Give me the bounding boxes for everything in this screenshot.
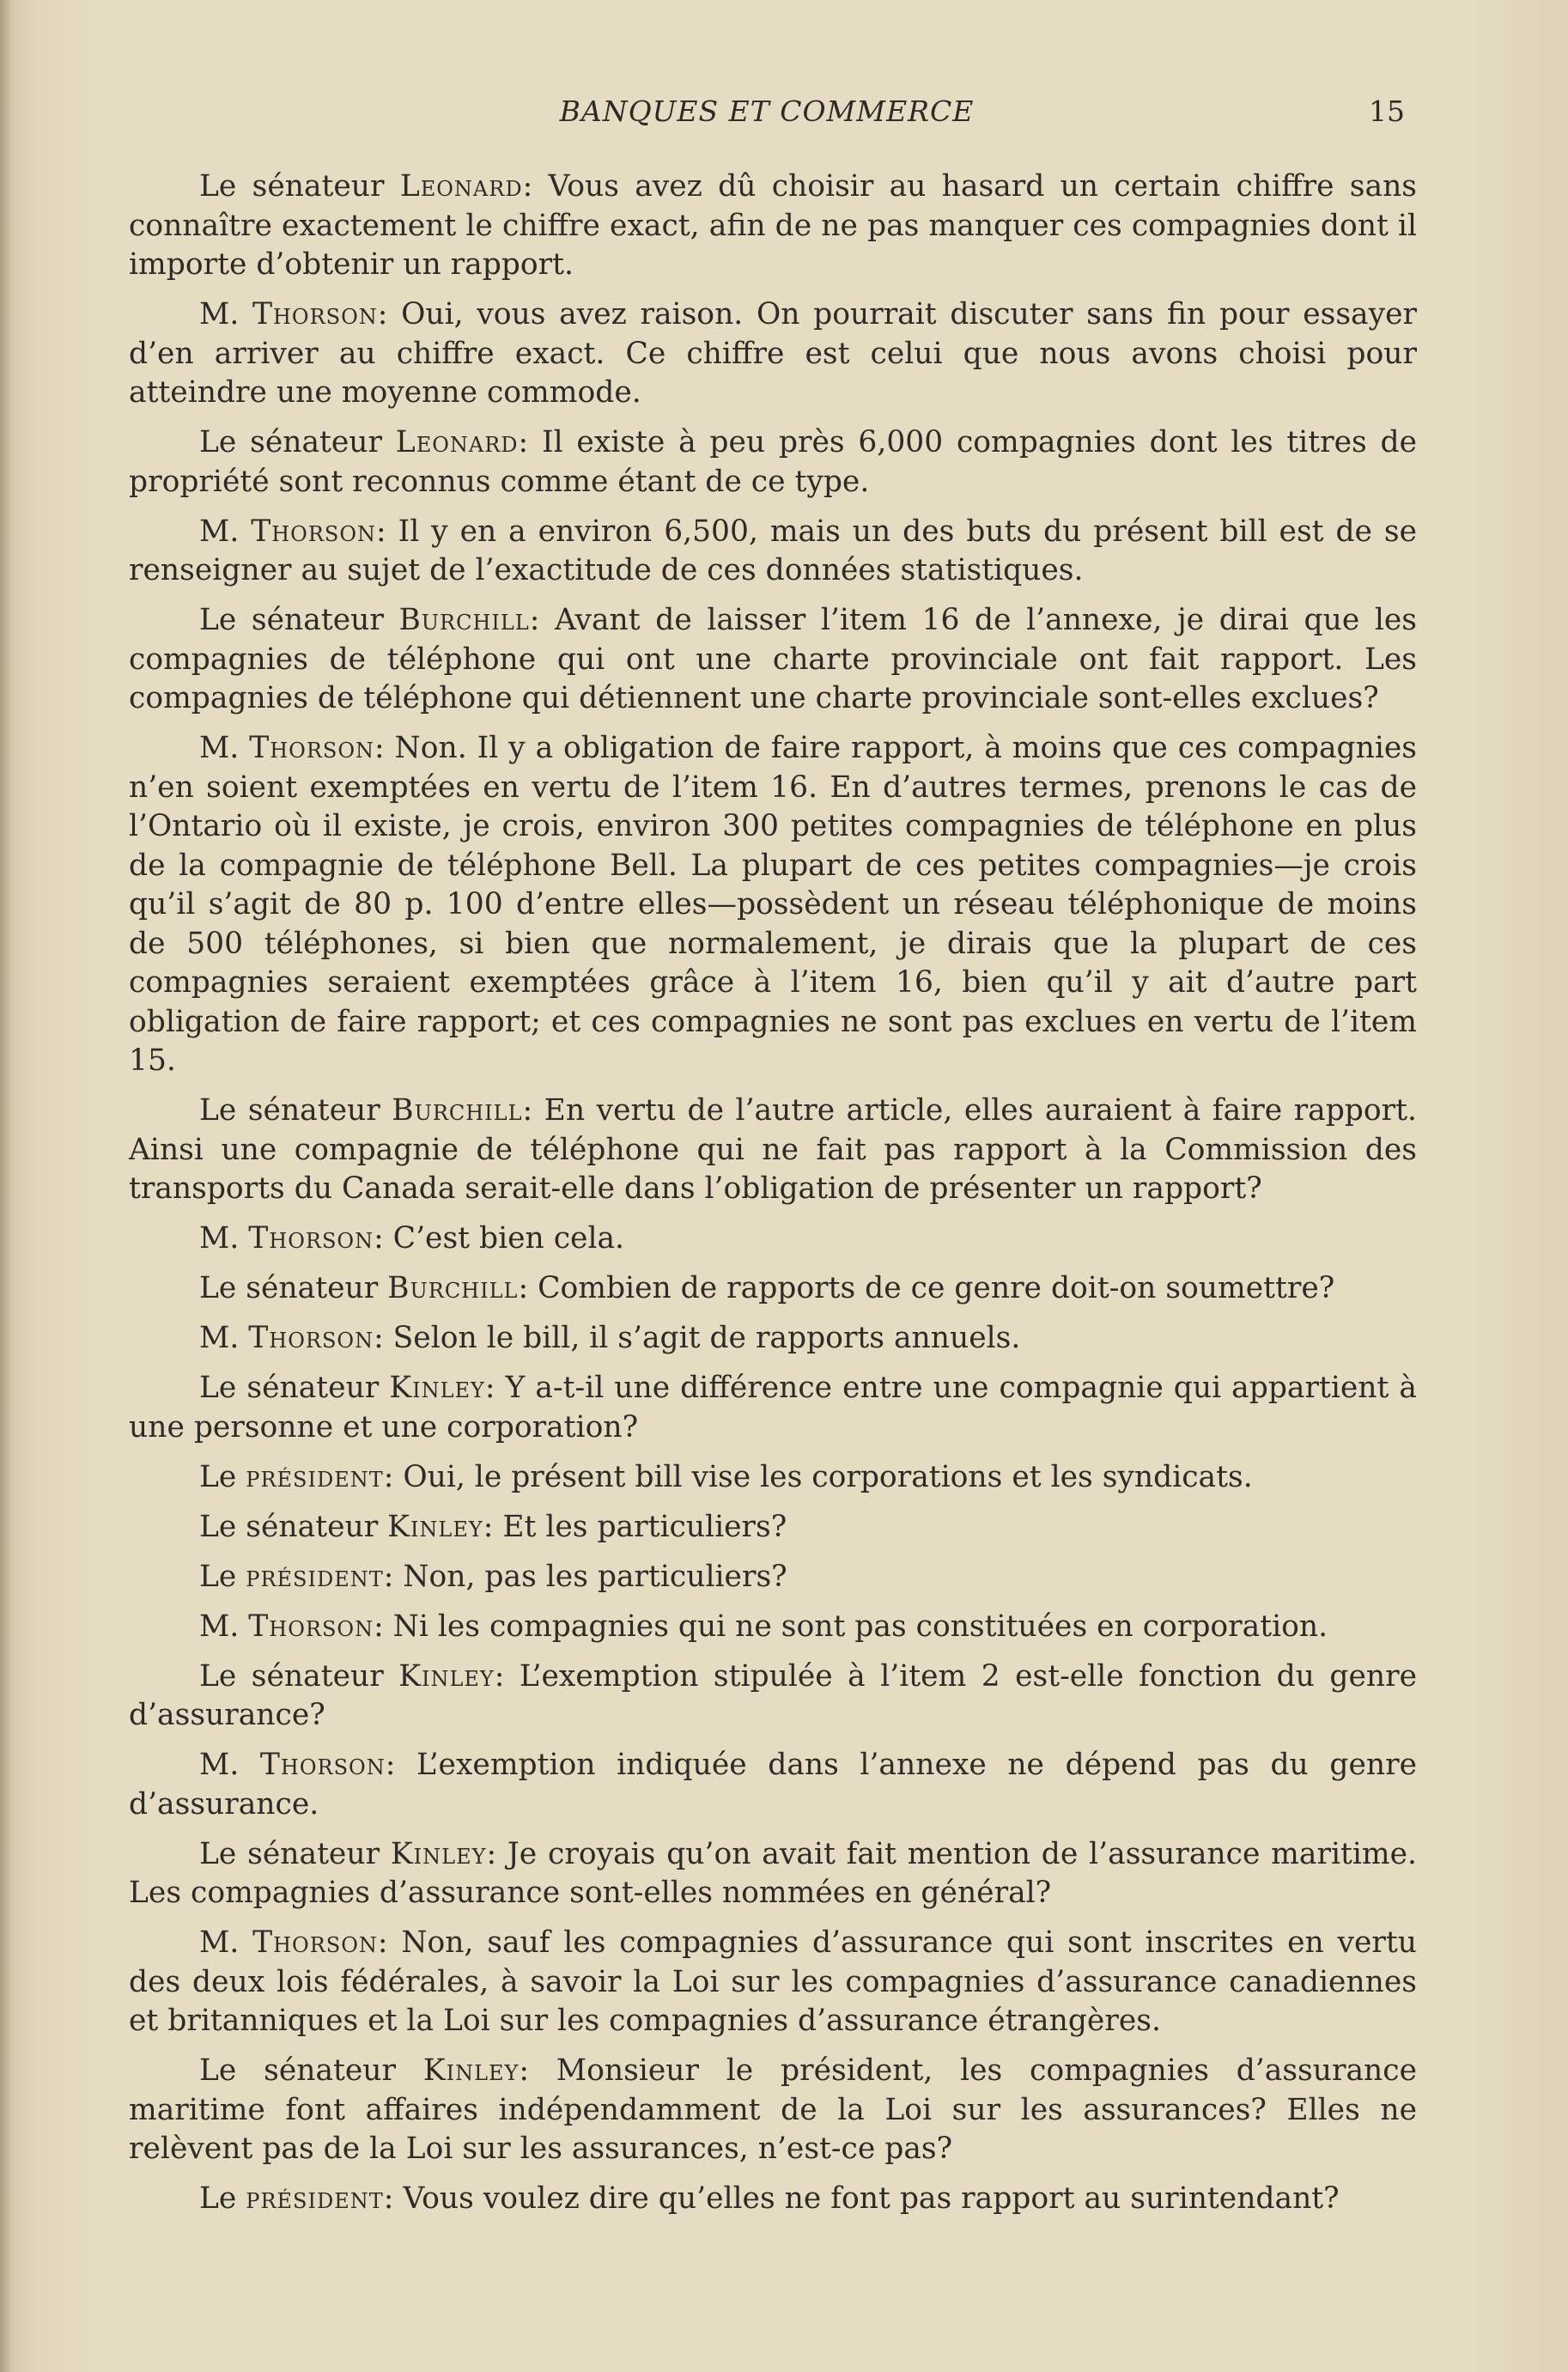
speaker-name: Thorson	[248, 1609, 374, 1644]
speaker-name: Thorson	[252, 1925, 378, 1960]
paragraph	[129, 1924, 1417, 2041]
paragraph	[129, 1746, 1417, 1824]
paragraph-text: : C’est bien cela.	[374, 1221, 625, 1256]
speaker-title: M.	[199, 1748, 260, 1782]
speaker-title: M.	[199, 1609, 249, 1644]
speaker-name: Kinley	[387, 1509, 483, 1544]
paragraph-text: : Oui, vous avez raison. On pourrait discuter sans fin pour essayer d’en arriver au chiffre exact. Ce chiffre est celui que nous avons choisi pour atteindre une moyenne commode.	[129, 297, 1417, 410]
paragraph-text: : Oui, le présent bill vise les corporations et les syndicats.	[383, 1459, 1253, 1494]
paragraph-text: : Non, pas les particuliers?	[383, 1559, 787, 1594]
speaker-title: Le sénateur	[199, 2053, 423, 2088]
paragraph-text: : Il existe à peu près 6,000 compagnies dont les titres de propriété sont reconnus comme étant de ce type.	[129, 425, 1417, 499]
speaker-name: Kinley	[422, 2053, 520, 2088]
speaker-name: Leonard	[395, 425, 519, 459]
running-title: BANQUES ET COMMERCE	[559, 94, 975, 128]
paragraph	[129, 1219, 1417, 1259]
paragraph	[129, 1835, 1417, 1913]
speaker-title: M.	[199, 1321, 249, 1355]
speaker-title: Le	[199, 1459, 246, 1494]
speaker-name: Thorson	[251, 514, 377, 549]
paragraph-text: : Selon le bill, il s’agit de rapports annuels.	[374, 1321, 1021, 1355]
paragraph	[129, 1558, 1417, 1597]
paragraph-text: : Ni les compagnies qui ne sont pas constituées en corporation.	[374, 1609, 1328, 1644]
paragraph-text: : Y a-t-il une différence entre une compagnie qui appartient à une personne et une corporation?	[129, 1371, 1417, 1444]
speaker-title: Le sénateur	[199, 1093, 392, 1128]
page-header	[129, 94, 1405, 129]
paragraph-text: : En vertu de l’autre article, elles auraient à faire rapport. Ainsi une compagnie de téléphone qui ne fait pas rapport à la Commission des transports du Canada serait-elle dans l’obligation de présenter un rapport?	[129, 1093, 1417, 1206]
paragraph	[129, 1508, 1417, 1548]
speaker-title: Le sénateur	[199, 1271, 388, 1305]
paragraph	[129, 1657, 1417, 1736]
paragraph-text: : Vous avez dû choisir au hasard un certain chiffre sans connaître exactement le chiffre exact, afin de ne pas manquer ces compagnies dont il importe d’obtenir un rapport.	[129, 169, 1417, 282]
paragraph	[129, 295, 1417, 413]
speaker-title: M.	[199, 297, 252, 331]
speaker-name: Leonard	[399, 169, 523, 204]
speaker-title: Le sénateur	[199, 1371, 390, 1405]
speaker-name: Kinley	[389, 1371, 485, 1405]
paragraph	[129, 1319, 1417, 1359]
paragraph-text: : Vous voulez dire qu’elles ne font pas rapport au surintendant?	[383, 2181, 1340, 2216]
speaker-name: Burchill	[387, 1271, 519, 1305]
paragraph	[129, 1092, 1417, 1209]
transcript-body	[129, 167, 1417, 2229]
binding-edge	[0, 0, 12, 2372]
paragraph-text: : Non. Il y a obligation de faire rapport, à moins que ces compagnies n’en soient exemptées en vertu de l’item 16. En d’autres termes, prenons le cas de l’Ontario où il existe, je crois, environ 300 petites compagnies de téléphone en plus de la compagnie de téléphone Bell. La plupart de ces petites compagnies—je crois qu’il s’agit de 80 p. 100 d’entre elles—possèdent un réseau téléphonique de moins de 500 téléphones, si bien que normalement, je dirais que la plupart de ces compagnies seraient exemptées grâce à l’item 16, bien qu’il y ait d’autre part obligation de faire rapport; et ces compagnies ne sont pas exclues en vertu de l’item 15.	[129, 731, 1417, 1078]
paragraph-text: : L’exemption indiquée dans l’annexe ne dépend pas du genre d’assurance.	[129, 1748, 1417, 1822]
speaker-name: Thorson	[249, 731, 375, 765]
paragraph-text: : Il y en a environ 6,500, mais un des buts du présent bill est de se renseigner au sujet de l’exactitude de ces données statistiques.	[129, 514, 1417, 587]
paragraph	[129, 423, 1417, 502]
speaker-title: Le	[199, 1559, 246, 1594]
paragraph	[129, 167, 1417, 285]
paragraph-text: : Non, sauf les compagnies d’assurance qui sont inscrites en vertu des deux lois fédérales, à savoir la Loi sur les compagnies d’assurance canadiennes et britanniques et la Loi sur les compagnies d’assurance étrangères.	[129, 1925, 1417, 2038]
speaker-name: Burchill	[398, 603, 530, 637]
speaker-title: M.	[199, 731, 250, 765]
speaker-name: Thorson	[252, 297, 378, 331]
speaker-title: Le sénateur	[199, 1836, 391, 1871]
speaker-name: Thorson	[259, 1748, 386, 1782]
paragraph	[129, 1608, 1417, 1647]
paragraph-text: : L’exemption stipulée à l’item 2 est-elle fonction du genre d’assurance?	[129, 1658, 1417, 1732]
speaker-name: Thorson	[248, 1221, 374, 1256]
paragraph	[129, 2180, 1417, 2219]
paragraph-text: : Monsieur le président, les compagnies d’assurance maritime font affaires indépendamment de la Loi sur les assurances? Elles ne relèvent pas de la Loi sur les assurances, n’est-ce pas?	[129, 2053, 1417, 2166]
speaker-name: président	[246, 2181, 384, 2216]
speaker-title: M.	[199, 514, 252, 549]
speaker-title: Le sénateur	[199, 169, 400, 204]
paragraph-text: : Je croyais qu’on avait fait mention de l’assurance maritime. Les compagnies d’assurance sont-elles nommées en général?	[129, 1836, 1417, 1910]
paragraph	[129, 513, 1417, 591]
speaker-title: Le sénateur	[199, 1509, 388, 1544]
paragraph	[129, 2052, 1417, 2169]
speaker-title: Le	[199, 2181, 246, 2216]
paragraph-text: : Et les particuliers?	[483, 1509, 787, 1544]
speaker-name: Thorson	[248, 1321, 374, 1355]
speaker-name: Kinley	[390, 1836, 487, 1871]
paragraph-text: : Avant de laisser l’item 16 de l’annexe, je dirai que les compagnies de téléphone qui ont une charte provinciale ont fait rapport. Les compagnies de téléphone qui détiennent une charte provinciale sont-elles exclues?	[129, 603, 1417, 715]
speaker-name: Kinley	[398, 1658, 495, 1694]
speaker-title: Le sénateur	[199, 425, 396, 459]
page-number: 15	[1369, 94, 1405, 128]
paragraph	[129, 729, 1417, 1081]
speaker-title: Le sénateur	[199, 1658, 399, 1694]
speaker-title: Le sénateur	[199, 603, 399, 637]
paragraph	[129, 1269, 1417, 1309]
speaker-name: Burchill	[392, 1093, 523, 1128]
paragraph	[129, 601, 1417, 719]
paragraph-text: : Combien de rapports de ce genre doit-on soumettre?	[518, 1271, 1335, 1305]
paragraph	[129, 1369, 1417, 1447]
speaker-name: président	[246, 1559, 384, 1594]
speaker-title: M.	[199, 1221, 249, 1256]
paragraph	[129, 1458, 1417, 1498]
speaker-name: président	[246, 1459, 384, 1494]
speaker-title: M.	[199, 1925, 253, 1960]
